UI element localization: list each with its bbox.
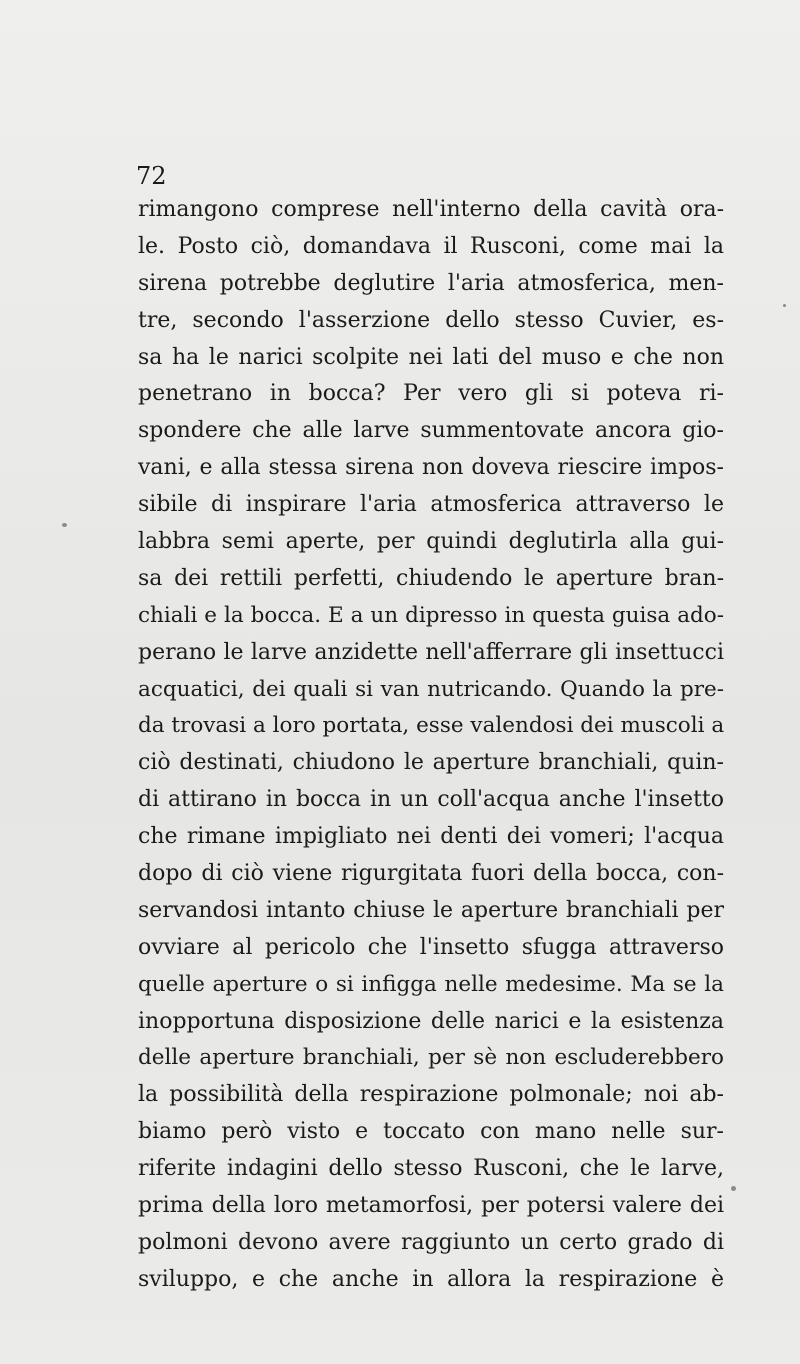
text-line: sa ha le narici scolpite nei lati del muso e che non xyxy=(138,344,724,370)
text-line: biamo però visto e toccato con mano nelle sur- xyxy=(138,1119,724,1145)
ink-speck xyxy=(731,1186,736,1191)
page-number: 72 xyxy=(136,162,167,190)
text-line: penetrano in bocca? Per vero gli si poteva ri- xyxy=(138,381,724,407)
text-line: da trovasi a loro portata, esse valendosi dei muscoli a xyxy=(138,713,724,739)
text-line: che rimane impigliato nei denti dei vomeri; l'acqua xyxy=(138,824,724,850)
text-line: le. Posto ciò, domandava il Rusconi, come mai la xyxy=(138,233,724,259)
text-line: perano le larve anzidette nell'afferrare gli insettucci xyxy=(138,639,724,665)
text-line: di attirano in bocca in un coll'acqua anche l'insetto xyxy=(138,787,724,813)
text-line: ciò destinati, chiudono le aperture branchiali, quin- xyxy=(138,750,724,776)
text-line: vani, e alla stessa sirena non doveva riescire impos- xyxy=(138,455,724,481)
text-line: delle aperture branchiali, per sè non escluderebbero xyxy=(138,1045,724,1071)
body-text xyxy=(138,192,724,1299)
text-line: riferite indagini dello stesso Rusconi, che le larve, xyxy=(138,1156,724,1182)
text-line: sviluppo, e che anche in allora la respirazione è xyxy=(138,1266,724,1292)
text-line: rimangono comprese nell'interno della cavità ora- xyxy=(138,197,724,222)
text-line: servandosi intanto chiuse le aperture branchiali per xyxy=(138,897,724,923)
text-line: dopo di ciò viene rigurgitata fuori della bocca, con- xyxy=(138,861,724,887)
text-line: ovviare al pericolo che l'insetto sfugga attraverso xyxy=(138,934,724,960)
ink-speck xyxy=(62,523,67,527)
text-line: prima della loro metamorfosi, per potersi valere dei xyxy=(138,1193,724,1219)
text-line: sirena potrebbe deglutire l'aria atmosferica, men- xyxy=(138,270,724,296)
text-line: inopportuna disposizione delle narici e la esistenza xyxy=(138,1008,724,1034)
text-line: sa dei rettili perfetti, chiudendo le aperture bran- xyxy=(138,565,724,591)
text-line: chiali e la bocca. E a un dipresso in questa guisa ado- xyxy=(138,602,724,628)
text-line: sibile di inspirare l'aria atmosferica attraverso le xyxy=(138,492,724,518)
ink-speck xyxy=(783,304,786,307)
text-line: quelle aperture o si infigga nelle medesime. Ma se la xyxy=(138,971,724,997)
text-line: spondere che alle larve summentovate ancora gio- xyxy=(138,418,724,444)
text-line: polmoni devono avere raggiunto un certo grado di xyxy=(138,1229,724,1255)
text-line: la possibilità della respirazione polmonale; noi ab- xyxy=(138,1082,724,1108)
text-line: tre, secondo l'asserzione dello stesso Cuvier, es- xyxy=(138,307,724,333)
text-line: acquatici, dei quali si van nutricando. Quando la pre- xyxy=(138,676,724,702)
text-line: labbra semi aperte, per quindi deglutirla alla gui- xyxy=(138,529,724,555)
